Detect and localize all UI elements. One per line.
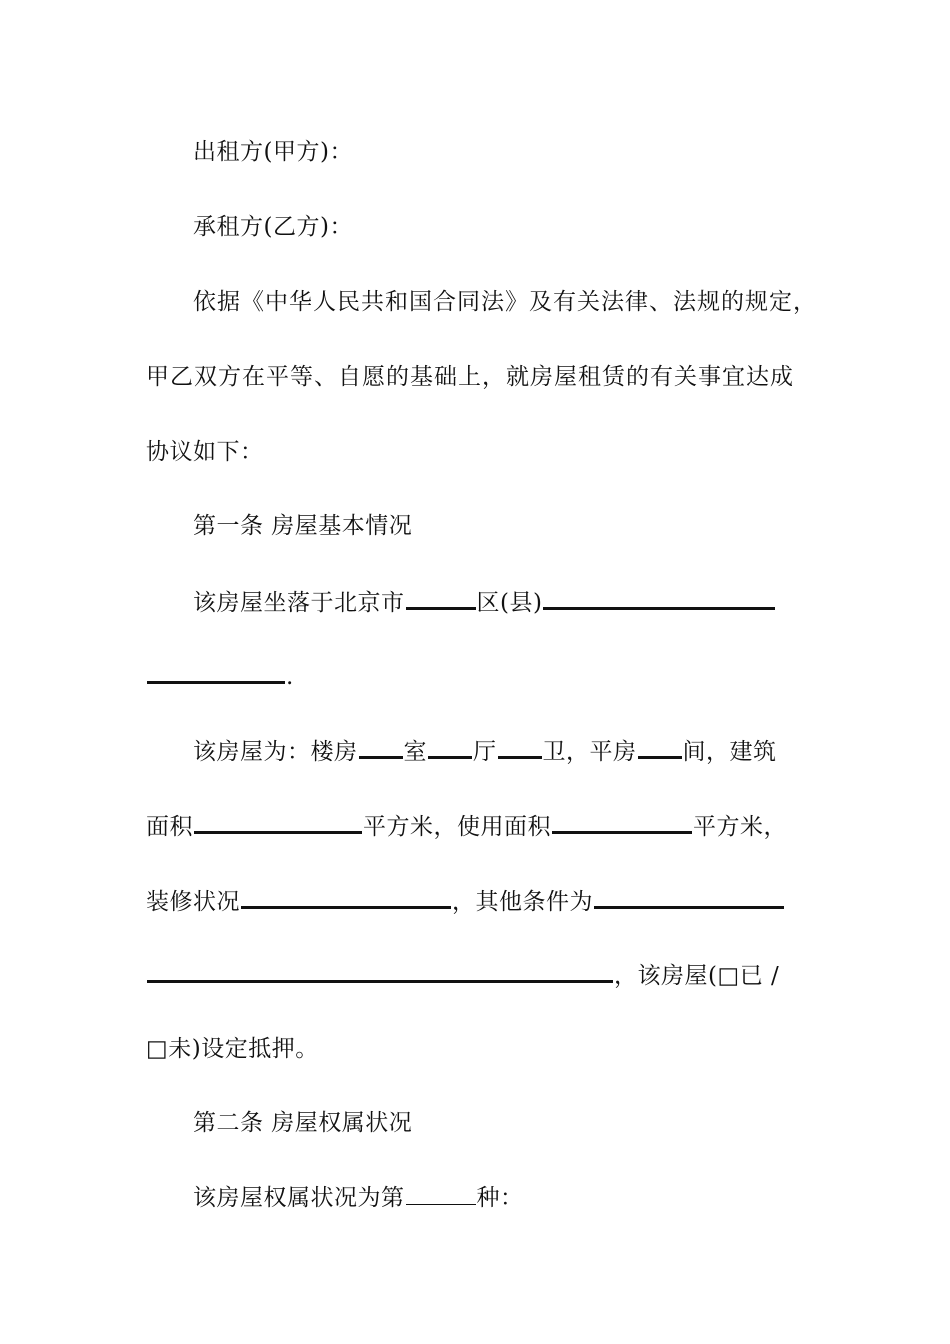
preamble-line-1: 依据《中华人民共和国合同法》及有关法律、法规的规定， bbox=[193, 289, 817, 315]
layout-prefix: 该房屋为：楼房 bbox=[193, 739, 358, 765]
rooms-blank bbox=[359, 730, 403, 759]
mortgage-label: ，该房屋(□已 / bbox=[614, 963, 780, 989]
ownership-type-blank bbox=[406, 1178, 476, 1205]
baths-label: 卫，平房 bbox=[542, 739, 637, 765]
condition-prefix: 装修状况 bbox=[146, 889, 240, 915]
ownership-prefix: 该房屋权属状况为第 bbox=[193, 1185, 405, 1211]
other-conditions-blank-2 bbox=[147, 954, 613, 983]
usable-area-label: 平方米， bbox=[693, 814, 787, 840]
ownership-line bbox=[193, 1178, 524, 1218]
layout-line bbox=[193, 730, 777, 770]
article-1-heading: 第一条 房屋基本情况 bbox=[193, 513, 413, 539]
district-label: 区(县) bbox=[476, 590, 543, 616]
lessor-line: 出租方(甲方)： bbox=[193, 139, 353, 165]
rooms-label: 室 bbox=[403, 739, 427, 765]
other-conditions-blank bbox=[594, 880, 784, 909]
usable-area-blank bbox=[552, 805, 692, 834]
preamble-line-3: 协议如下： bbox=[146, 439, 264, 465]
address-prefix: 该房屋坐落于北京市 bbox=[193, 590, 405, 616]
lessee-line: 承租方(乙方)： bbox=[193, 214, 353, 240]
article-2-heading: 第二条 房屋权属状况 bbox=[193, 1110, 413, 1136]
baths-blank bbox=[498, 730, 542, 759]
address-blank bbox=[543, 581, 775, 610]
district-blank bbox=[406, 581, 476, 610]
mortgage-line-2: □未)设定抵押。 bbox=[146, 1036, 319, 1062]
preamble-line-2: 甲乙双方在平等、自愿的基础上，就房屋租赁的有关事宜达成 bbox=[146, 364, 794, 390]
decoration-blank bbox=[241, 880, 451, 909]
bungalow-rooms-label: 间，建筑 bbox=[682, 739, 777, 765]
condition-line bbox=[146, 880, 785, 920]
building-area-label: 平方米，使用面积 bbox=[363, 814, 551, 840]
address-continuation bbox=[146, 655, 294, 695]
halls-blank bbox=[428, 730, 472, 759]
address-line bbox=[193, 581, 776, 621]
area-line bbox=[146, 805, 787, 845]
halls-label: 厅 bbox=[473, 739, 497, 765]
other-conditions-label: ，其他条件为 bbox=[452, 889, 593, 915]
address-end-period: . bbox=[286, 664, 294, 690]
address-blank-2 bbox=[147, 655, 285, 684]
bungalow-rooms-blank bbox=[638, 730, 682, 759]
building-area-blank bbox=[194, 805, 362, 834]
ownership-suffix: 种： bbox=[476, 1185, 524, 1211]
mortgage-line bbox=[146, 954, 779, 994]
area-prefix: 面积 bbox=[146, 814, 193, 840]
